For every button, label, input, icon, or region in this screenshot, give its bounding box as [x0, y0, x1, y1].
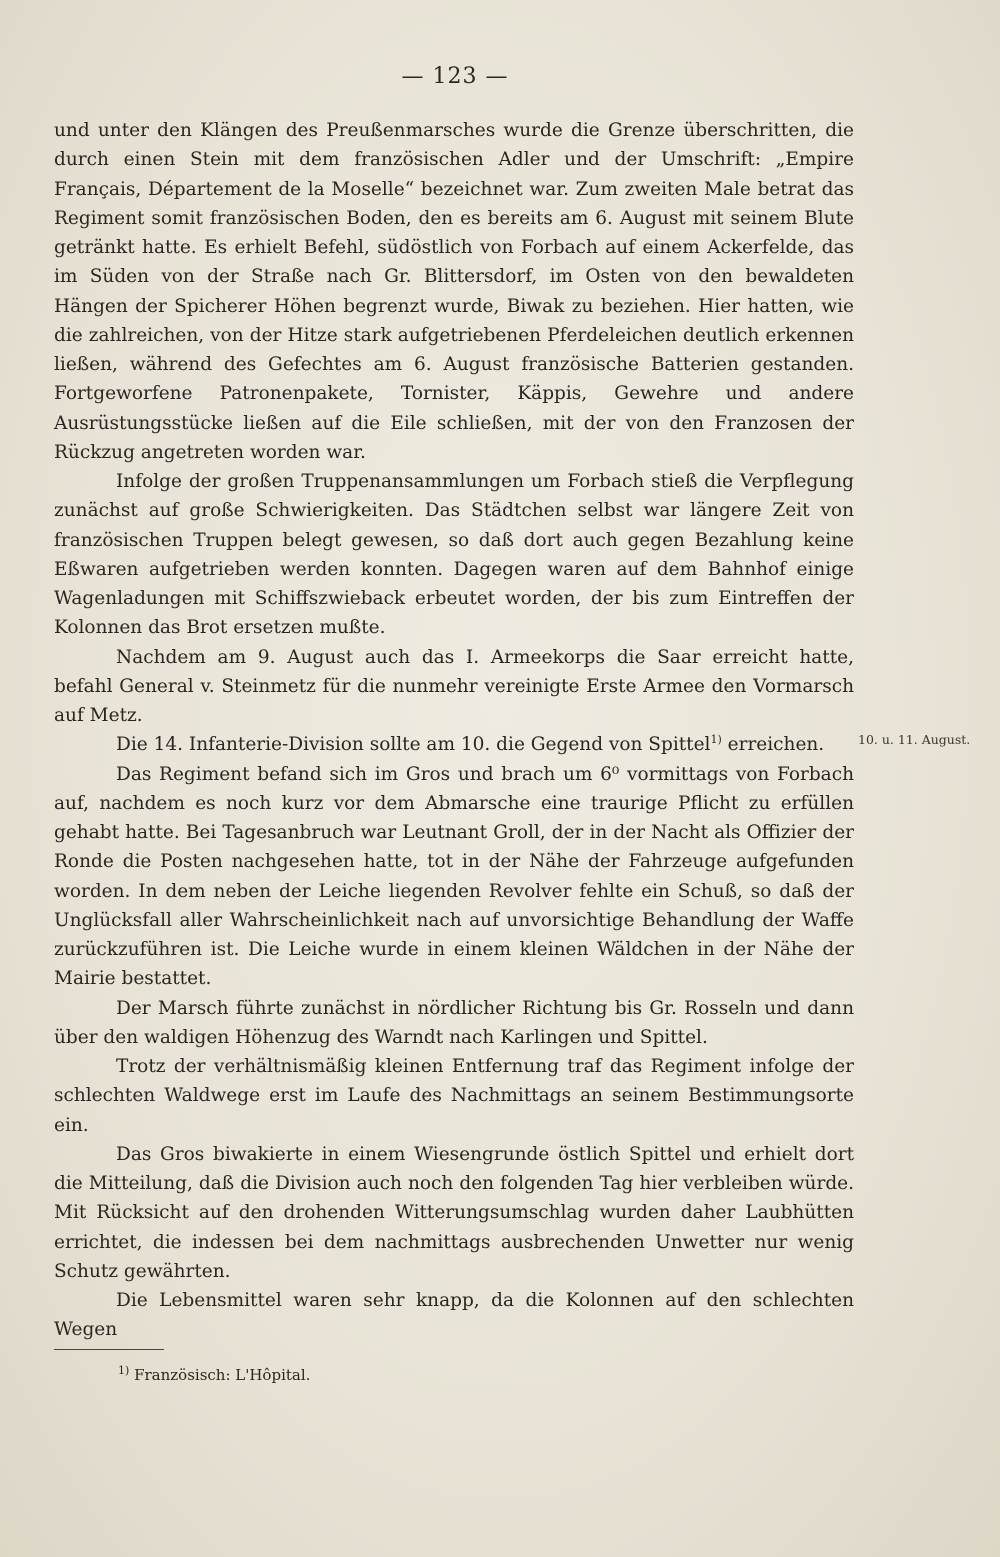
- paragraph-9: Die Lebensmittel waren sehr knapp, da die Kolonnen auf den schlechten Wegen: [54, 1290, 854, 1341]
- footnote: [118, 1366, 310, 1384]
- paragraph-1: und unter den Klängen des Preußenmarsches wurde die Grenze überschritten, die durch einen Stein mit dem französischen Adler und der Umschrift: „Empire Français, Département de la Moselle“ bezeichnet war. Zum zweiten Male betrat das Regiment somit französischen Boden, den es bereits am 6. August mit seinem Blute getränkt hatte. Es erhielt Befehl, südöstlich von Forbach auf einem Ackerfelde, das im Süden von der Straße nach Gr. Blittersdorf, im Osten von den bewaldeten Hängen der Spicherer Höhen begrenzt wurde, Biwak zu beziehen. Hier hatten, wie die zahlreichen, von der Hitze stark aufgetriebenen Pferdeleichen deutlich erkennen ließen, während des Gefechtes am 6. August französische Batterien gestanden. Fortgeworfene Patronenpakete, Tornister, Käppis, Gewehre und andere Ausrüstungsstücke ließen auf die Eile schließen, mit der von den Franzosen der Rückzug angetreten worden war.: [54, 120, 854, 463]
- paragraph-6: Der Marsch führte zunächst in nördlicher Richtung bis Gr. Rosseln und dann über den waldigen Höhenzug des Warndt nach Karlingen und Spittel.: [54, 997, 854, 1048]
- paragraph-4: [54, 730, 854, 759]
- page-number: — 123 —: [401, 64, 509, 89]
- paragraph-2: Infolge der großen Truppenansammlungen um Forbach stieß die Verpflegung zunächst auf große Schwierigkeiten. Das Städtchen selbst war längere Zeit von französischen Truppen belegt gewesen, so daß dort auch gegen Bezahlung keine Eßwaren aufgetrieben werden konnten. Dagegen waren auf dem Bahnhof einige Wagenladungen mit Schiffszwieback erbeutet worden, der bis zum Eintreffen der Kolonnen das Brot ersetzen mußte.: [54, 471, 854, 639]
- footnote-reference: 1): [710, 733, 722, 747]
- footnote-marker: 1): [118, 1364, 130, 1377]
- margin-note-date: 10. u. 11. August.: [858, 732, 971, 747]
- footnote-text: Französisch: L'Hôpital.: [134, 1366, 311, 1384]
- body-text: [54, 116, 854, 1345]
- paragraph-7: Trotz der verhältnismäßig kleinen Entfernung traf das Regiment infolge der schlechten Waldwege erst im Laufe des Nachmittags an seinem Bestimmungsorte ein.: [54, 1056, 854, 1136]
- paragraph-5: Das Regiment befand sich im Gros und brach um 6⁰ vormittags von Forbach auf, nachdem es noch kurz vor dem Abmarsche eine traurige Pflicht zu erfüllen gehabt hatte. Bei Tagesanbruch war Leutnant Groll, der in der Nacht als Offizier der Ronde die Posten nachgesehen hatte, tot in der Nähe der Fahrzeuge aufgefunden worden. In dem neben der Leiche liegenden Revolver fehlte ein Schuß, so daß der Unglücksfall aller Wahrscheinlichkeit nach auf unvorsichtige Behandlung der Waffe zurückzuführen ist. Die Leiche wurde in einem kleinen Wäldchen in der Nähe der Mairie bestattet.: [54, 763, 854, 990]
- paragraph-4-text-before: Die 14. Infanterie-Division sollte am 10. die Gegend von Spittel: [116, 734, 711, 756]
- paragraph-4-text-after: erreichen.: [721, 734, 825, 756]
- paragraph-3: Nachdem am 9. August auch das I. Armeekorps die Saar erreicht hatte, befahl General v. Steinmetz für die nunmehr vereinigte Erste Armee den Vormarsch auf Metz.: [54, 646, 854, 726]
- paragraph-8: Das Gros biwakierte in einem Wiesengrunde östlich Spittel und erhielt dort die Mitteilung, daß die Division auch noch den folgenden Tag hier verbleiben würde. Mit Rücksicht auf den drohenden Witterungsumschlag wurden daher Laubhütten errichtet, die indessen bei dem nachmittags ausbrechenden Unwetter nur wenig Schutz gewährten.: [54, 1143, 854, 1282]
- footnote-divider: [54, 1349, 164, 1350]
